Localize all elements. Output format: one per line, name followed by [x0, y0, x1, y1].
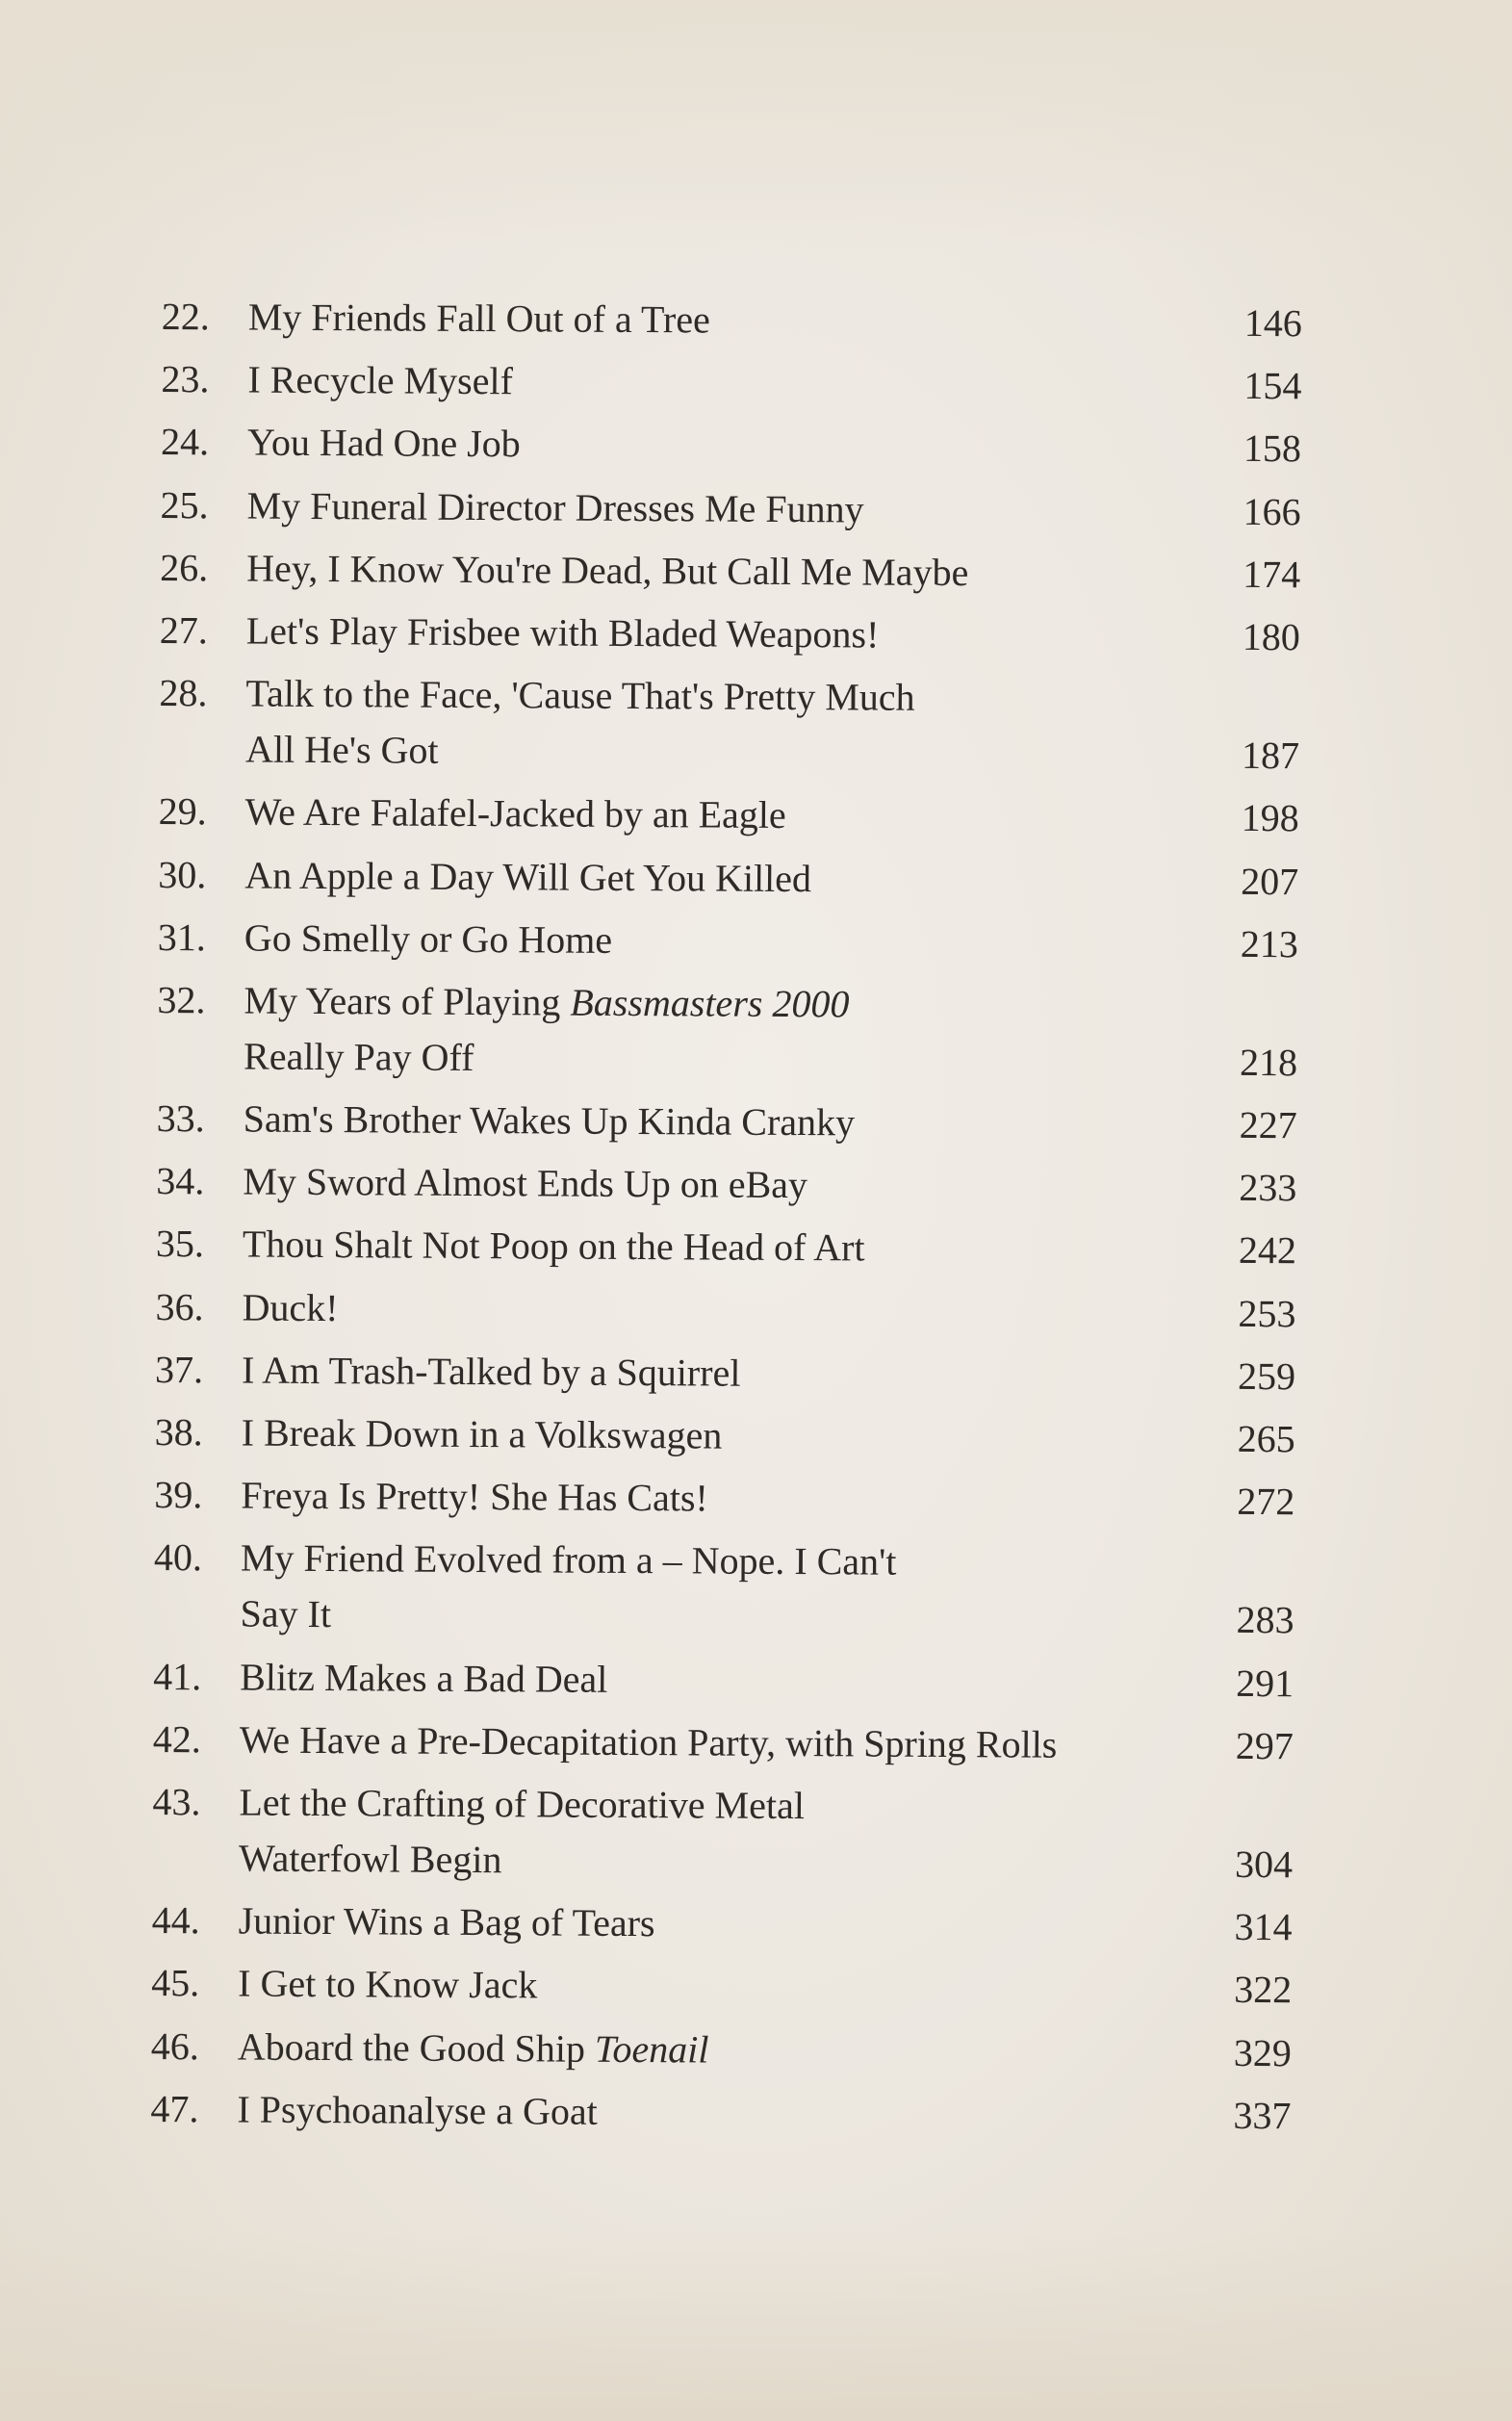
chapter-title-line: [242, 1342, 1199, 1404]
page-number: 283: [1236, 1598, 1294, 1642]
chapter-title: [247, 415, 1224, 476]
page-number: 297: [1235, 1723, 1294, 1767]
toc-entry: [151, 1955, 1292, 2018]
chapter-title-text: My Friend Evolved from a – Nope. I Can't: [240, 1535, 897, 1584]
chapter-title-text: Let the Crafting of Decorative Metal: [239, 1780, 806, 1828]
toc-entry: [156, 1216, 1296, 1278]
chapter-title-italic: Bassmasters 2000: [570, 980, 850, 1026]
toc-entry: [161, 351, 1301, 414]
chapter-title-text: Junior Wins a Bag of Tears: [238, 1898, 655, 1945]
chapter-title-line: [242, 1279, 1199, 1341]
toc-entry: [157, 972, 1298, 1091]
chapter-title: [244, 910, 1221, 971]
toc-entry: [158, 846, 1298, 909]
page-number: 314: [1234, 1904, 1293, 1949]
page-number: 174: [1243, 552, 1301, 596]
chapter-title: [245, 785, 1222, 846]
chapter-number: 32.: [157, 977, 206, 1022]
chapter-title-line: [245, 785, 1203, 846]
page-number: 227: [1239, 1102, 1297, 1147]
toc-entry: [156, 1153, 1296, 1216]
chapter-title-line: [238, 1956, 1195, 2018]
chapter-title: [240, 1712, 1217, 1773]
page-number: 146: [1243, 300, 1302, 346]
chapter-title-line: [241, 1531, 1198, 1592]
chapter-title-line: [238, 1893, 1195, 1955]
toc-entry: [153, 1649, 1294, 1712]
chapter-title-text: All He's Got: [244, 727, 439, 772]
chapter-title-line: [239, 1830, 1196, 1892]
chapter-title-line: [245, 666, 1203, 728]
chapter-title-line: [242, 1405, 1199, 1467]
table-of-contents: [150, 289, 1302, 2151]
chapter-title: [237, 2081, 1214, 2143]
chapter-title-line: [246, 603, 1204, 664]
toc-entry: [157, 1091, 1297, 1153]
page-number: 259: [1237, 1353, 1296, 1399]
chapter-title: [240, 1649, 1217, 1711]
chapter-title-text: You Had One Job: [246, 420, 521, 466]
toc-entry: [153, 1530, 1294, 1648]
chapter-title-text: My Years of Playing: [243, 978, 571, 1024]
chapter-title-text: Duck!: [242, 1285, 339, 1329]
chapter-title: [243, 1217, 1219, 1278]
chapter-number: 26.: [160, 545, 209, 590]
chapter-title: [245, 666, 1223, 784]
chapter-title-line: [243, 1028, 1201, 1090]
page-number: 272: [1237, 1480, 1295, 1524]
chapter-number: 29.: [158, 789, 207, 834]
chapter-title: [243, 1092, 1220, 1153]
toc-entry: [162, 289, 1302, 351]
chapter-number: 33.: [156, 1096, 205, 1141]
chapter-title-line: [240, 1586, 1197, 1648]
chapter-title-line: [241, 1468, 1198, 1530]
toc-entry: [159, 665, 1300, 784]
chapter-number: 40.: [153, 1535, 203, 1580]
chapter-title: [239, 1774, 1217, 1892]
toc-entry: [161, 414, 1301, 476]
chapter-number: 41.: [153, 1654, 202, 1698]
chapter-title-text: Really Pay Off: [243, 1034, 474, 1079]
chapter-title: [243, 972, 1221, 1090]
chapter-title-text: Hey, I Know You're Dead, But Call Me Maybe: [246, 546, 969, 594]
chapter-number: 24.: [160, 420, 210, 464]
page-number: 198: [1241, 796, 1299, 840]
chapter-title-text: Say It: [240, 1591, 332, 1636]
chapter-number: 42.: [152, 1716, 201, 1762]
toc-entry: [159, 784, 1299, 846]
toc-entry: [155, 1404, 1295, 1467]
page-number: 213: [1240, 921, 1299, 966]
chapter-title-text: I Break Down in a Volkswagen: [241, 1410, 723, 1457]
page-number: 304: [1234, 1842, 1294, 1887]
chapter-title-line: [243, 1092, 1201, 1153]
chapter-number: 46.: [150, 2023, 199, 2068]
toc-entry: [160, 477, 1300, 540]
chapter-title-text: Let's Play Frisbee with Bladed Weapons!: [245, 608, 880, 657]
page-number: 154: [1243, 364, 1302, 408]
chapter-title: [248, 290, 1225, 351]
chapter-number: 38.: [154, 1409, 203, 1455]
toc-entry: [158, 910, 1298, 972]
chapter-number: 23.: [161, 357, 210, 401]
toc-entry: [155, 1279, 1295, 1342]
chapter-title: [246, 603, 1223, 664]
toc-entry: [155, 1342, 1295, 1404]
chapter-number: 43.: [152, 1779, 201, 1824]
chapter-title-line: [246, 540, 1204, 602]
page-number: 187: [1241, 733, 1300, 778]
chapter-title-text: My Friends Fall Out of a Tree: [247, 295, 710, 342]
toc-entry: [152, 1774, 1294, 1893]
chapter-title-line: [237, 2081, 1194, 2143]
chapter-title: [242, 1279, 1218, 1341]
chapter-title-line: [243, 1154, 1200, 1216]
chapter-title-text: I Psychoanalyse a Goat: [237, 2087, 598, 2133]
chapter-number: 25.: [160, 482, 209, 527]
chapter-title-text: My Funeral Director Dresses Me Funny: [246, 483, 864, 531]
chapter-number: 28.: [159, 671, 208, 715]
chapter-title-text: Talk to the Face, 'Cause That's Pretty Much: [245, 671, 915, 719]
chapter-title-text: We Are Falafel-Jacked by an Eagle: [244, 789, 786, 837]
chapter-title-italic: Toenail: [594, 2026, 709, 2072]
chapter-title-text: Thou Shalt Not Poop on the Head of Art: [242, 1222, 865, 1270]
chapter-title-line: [240, 1712, 1197, 1773]
page-number: 218: [1239, 1040, 1298, 1085]
page-number: 207: [1241, 859, 1299, 903]
page-number: 233: [1239, 1166, 1297, 1210]
chapter-title-line: [243, 972, 1201, 1034]
chapter-title: [238, 2019, 1215, 2080]
page-number: 337: [1233, 2093, 1292, 2137]
chapter-title-text: I Get to Know Jack: [238, 1961, 538, 2007]
chapter-title: [238, 1893, 1215, 1955]
chapter-title: [238, 1956, 1215, 2018]
chapter-title-text: I Am Trash-Talked by a Squirrel: [242, 1348, 741, 1395]
toc-entry: [160, 540, 1300, 603]
chapter-title-line: [247, 415, 1205, 476]
page-number: 291: [1236, 1661, 1294, 1705]
chapter-number: 39.: [154, 1473, 203, 1517]
chapter-title-text: Waterfowl Begin: [238, 1836, 502, 1882]
chapter-title: [244, 847, 1221, 909]
chapter-number: 35.: [155, 1222, 205, 1266]
chapter-title-text: Freya Is Pretty! She Has Cats!: [241, 1473, 708, 1520]
chapter-title-line: [248, 290, 1206, 351]
chapter-number: 36.: [155, 1284, 204, 1328]
chapter-title-line: [247, 352, 1205, 414]
chapter-title-line: [239, 1774, 1196, 1836]
chapter-title-line: [244, 847, 1202, 909]
chapter-title-line: [243, 1217, 1200, 1278]
chapter-title-line: [240, 1649, 1197, 1711]
page-number: 166: [1243, 489, 1301, 533]
page-number: 329: [1233, 2030, 1292, 2074]
chapter-title-text: An Apple a Day Will Get You Killed: [244, 853, 812, 900]
chapter-number: 22.: [161, 294, 210, 339]
chapter-title-text: My Sword Almost Ends Up on eBay: [243, 1159, 808, 1207]
chapter-title-text: Aboard the Good Ship: [237, 2024, 596, 2071]
toc-entry: [150, 2081, 1291, 2144]
chapter-title-line: [246, 477, 1204, 539]
chapter-title: [243, 1154, 1219, 1216]
chapter-title: [241, 1468, 1217, 1530]
chapter-number: 37.: [155, 1347, 204, 1392]
toc-entry: [151, 1893, 1292, 1955]
chapter-title-text: Blitz Makes a Bad Deal: [240, 1655, 608, 1701]
chapter-title: [247, 352, 1224, 414]
chapter-title: [242, 1405, 1218, 1467]
chapter-number: 34.: [156, 1159, 205, 1203]
chapter-title-line: [238, 2019, 1195, 2080]
toc-entry: [151, 2018, 1292, 2080]
chapter-number: 45.: [151, 1961, 200, 2005]
chapter-title-line: [244, 910, 1202, 971]
page-number: 158: [1243, 426, 1302, 471]
chapter-title: [246, 540, 1223, 602]
page-number: 180: [1242, 614, 1300, 659]
chapter-title: [242, 1342, 1218, 1404]
toc-entry: [154, 1467, 1294, 1530]
page-number: 253: [1238, 1291, 1296, 1335]
chapter-number: 27.: [159, 607, 208, 653]
chapter-number: 30.: [158, 852, 207, 896]
page-number: 322: [1234, 1968, 1293, 2012]
chapter-title-line: [245, 722, 1203, 784]
chapter-number: 31.: [157, 914, 207, 959]
chapter-title: [240, 1531, 1217, 1648]
chapter-title-text: I Recycle Myself: [247, 357, 514, 403]
chapter-title-text: Go Smelly or Go Home: [243, 915, 613, 962]
toc-entry: [153, 1712, 1294, 1774]
toc-entry: [160, 603, 1300, 665]
chapter-title-text: Sam's Brother Wakes Up Kinda Cranky: [243, 1096, 856, 1145]
chapter-title-text: We Have a Pre-Decapitation Party, with Spring Rolls: [239, 1717, 1058, 1766]
chapter-number: 47.: [150, 2086, 199, 2130]
chapter-number: 44.: [151, 1898, 200, 1943]
page-number: 242: [1238, 1228, 1297, 1273]
chapter-title: [246, 477, 1223, 539]
page-number: 265: [1237, 1416, 1295, 1461]
